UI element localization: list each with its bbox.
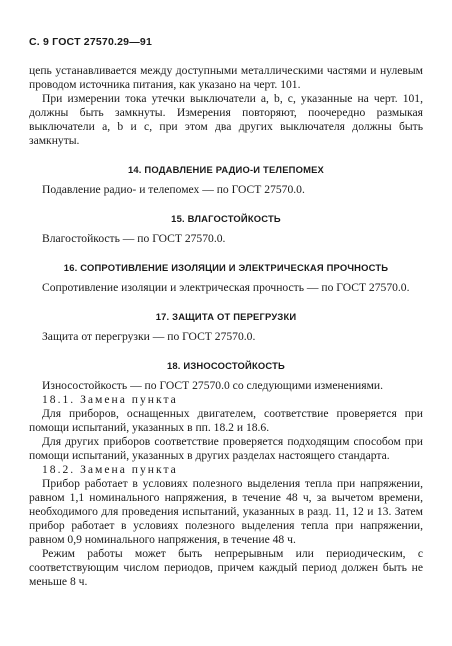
page-header: С. 9 ГОСТ 27570.29—91 (29, 36, 152, 48)
paragraph-intro-1: цепь устанавливается между доступными металлическими частями и нулевым проводом источника питания, как указано на черт. 101. (29, 64, 423, 91)
clause-18-2-label: 18.2. Замена пункта (42, 463, 178, 476)
clause-18-1-para-b: Для других приборов соответствие проверяется подходящим способом при помощи испытаний, указанных в других разделах настоящего стандарта. (29, 435, 423, 462)
clause-18-2-para-a: Прибор работает в условиях полезного выделения тепла при напряжении, равном 1,1 номинального напряжения, в течение 48 ч, за вычетом времени, необходимого для проведения испытаний, указанных в разд. 11, 12 и 13. Затем прибор работает в условиях полезного выделения тепла при напряжении, равном 0,9 номинального напряжения, в течение 48 ч. (29, 477, 423, 546)
section-17-title: 17. ЗАЩИТА ОТ ПЕРЕГРУЗКИ (155, 311, 297, 322)
section-16-title: 16. СОПРОТИВЛЕНИЕ ИЗОЛЯЦИИ И ЭЛЕКТРИЧЕСКАЯ ПРОЧНОСТЬ (63, 262, 389, 273)
section-16-text: Сопротивление изоляции и электрическая прочность — по ГОСТ 27570.0. (42, 281, 410, 294)
section-14-text: Подавление радио- и телепомех — по ГОСТ 27570.0. (42, 183, 305, 196)
section-14-title: 14. ПОДАВЛЕНИЕ РАДИО-И ТЕЛЕПОМЕХ (127, 164, 324, 175)
clause-18-2-para-b: Режим работы может быть непрерывным или периодическим, с соответствующим числом периодов, причем каждый период должен быть не меньше 8 ч. (29, 547, 423, 588)
document-body (29, 64, 423, 589)
section-15-text: Влагостойкость — по ГОСТ 27570.0. (42, 232, 226, 245)
section-15-title: 15. ВЛАГОСТОЙКОСТЬ (171, 213, 281, 224)
clause-18-1-label: 18.1. Замена пункта (42, 393, 178, 406)
section-18-title: 18. ИЗНОСОСТОЙКОСТЬ (166, 360, 285, 371)
section-18-text: Износостойкость — по ГОСТ 27570.0 со следующими изменениями. (42, 379, 384, 392)
clause-18-1-para-a: Для приборов, оснащенных двигателем, соответствие проверяется при помощи испытаний, указанных в пп. 18.2 и 18.6. (29, 407, 423, 434)
section-17-text: Защита от перегрузки — по ГОСТ 27570.0. (42, 330, 256, 343)
paragraph-intro-2: При измерении тока утечки выключатели a, b, c, указанные на черт. 101, должны быть замкнуты. Измерения повторяют, поочередно размыкая выключатели a, b и c, при этом два других выключателя должны быть замкнуты. (29, 92, 423, 147)
